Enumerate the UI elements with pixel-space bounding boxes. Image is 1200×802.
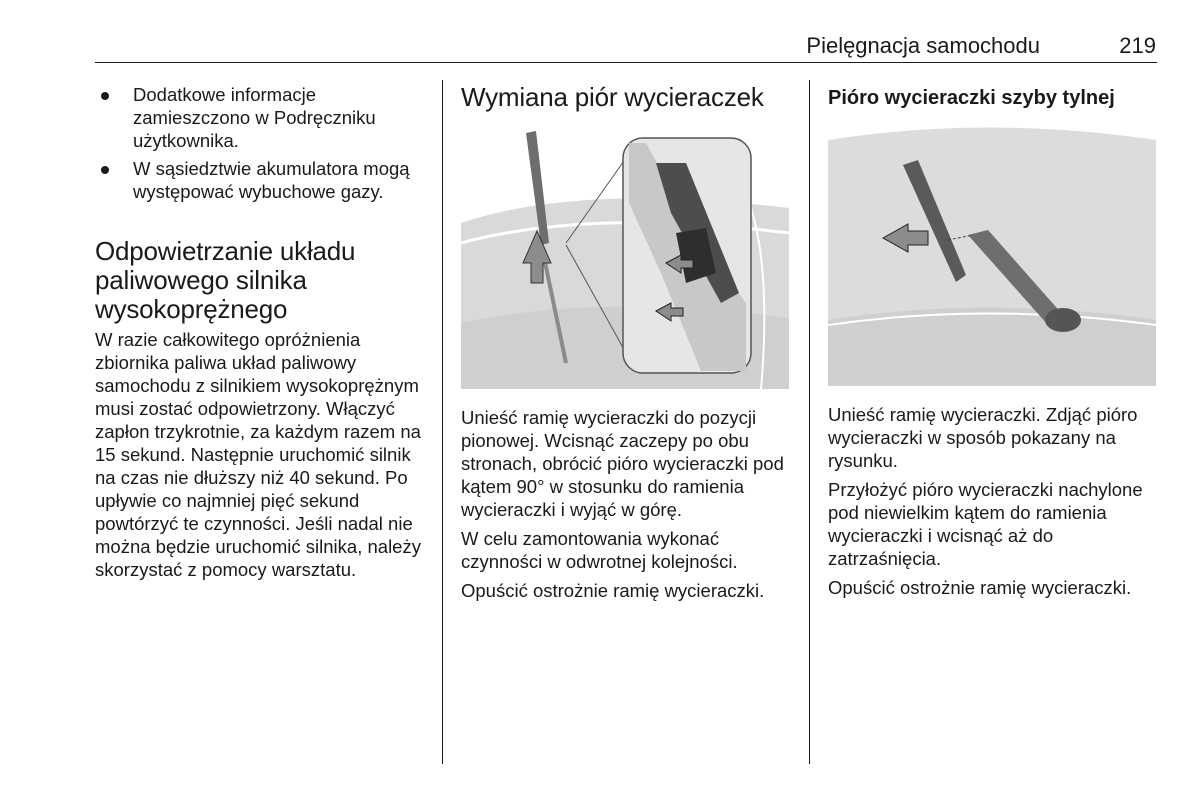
page-header-title: Pielęgnacja samochodu [806,33,1040,58]
page-number: 219 [1119,33,1156,58]
rear-wiper-blade-removal-illustration [828,120,1156,386]
instruction-paragraph: Unieść ramię wycieraczki. Zdjąć pióro wycieraczki w sposób pokazany na rysunku. [828,404,1138,471]
section-title-rear-wiper: Pióro wycieraczki szyby tylnej [828,87,1115,109]
instruction-paragraph: Unieść ramię wycieraczki do pozycji pionowej. Wcisnąć zaczepy po obu stronach, obrócić pióro wycieraczki pod kątem 90° w stosunku do ramienia wycieraczki i wyjąć w górę. [461,407,784,520]
middle-column-text [461,406,791,608]
bullet-dot-icon [101,166,109,174]
bullet-item [95,83,425,152]
middle-column [461,83,791,120]
right-column [828,86,1158,110]
front-wiper-blade-removal-illustration [461,123,789,389]
section-body-fuel-bleeding: W razie całkowitego opróżnienia zbiornika paliwa układ paliwowy samochodu z silnikiem wysokoprężnym musi zostać odpowietrzony. Włączyć zapłon trzykrotnie, za każdym razem na 15 sekund. Następnie uruchomić silnik na czas nie dłuższy niż 40 sekund. Po upływie co najmniej pięć sekund powtórzyć te czynności. Jeśli nadal nie można będzie uruchomić silnika, należy skorzystać z pomocy warsztatu. [95,329,421,580]
bullet-list [95,83,425,203]
right-column-text [828,403,1158,605]
bullet-dot-icon [101,92,109,100]
bullet-item [95,157,425,203]
header-divider [95,62,1157,63]
section-title-fuel-bleeding: Odpowietrzanie układu paliwowego silnika wysokoprężnego [95,236,356,324]
instruction-paragraph: Opuścić ostrożnie ramię wycieraczki. [828,577,1132,598]
column-divider-right [809,80,810,764]
left-column [95,83,425,587]
instruction-paragraph: Przyłożyć pióro wycieraczki nachylone pod niewielkim kątem do ramienia wycieraczki i wcisnąć aż do zatrzaśnięcia. [828,479,1143,569]
instruction-paragraph: Opuścić ostrożnie ramię wycieraczki. [461,580,765,601]
bullet-text: W sąsiedztwie akumulatora mogą występować wybuchowe gazy. [133,158,410,202]
section-title-wiper-replacement: Wymiana piór wycieraczek [461,82,764,112]
bullet-text: Dodatkowe informacje zamieszczono w Podręczniku użytkownika. [133,84,376,151]
instruction-paragraph: W celu zamontowania wykonać czynności w odwrotnej kolejności. [461,528,738,572]
column-divider-left [442,80,443,764]
